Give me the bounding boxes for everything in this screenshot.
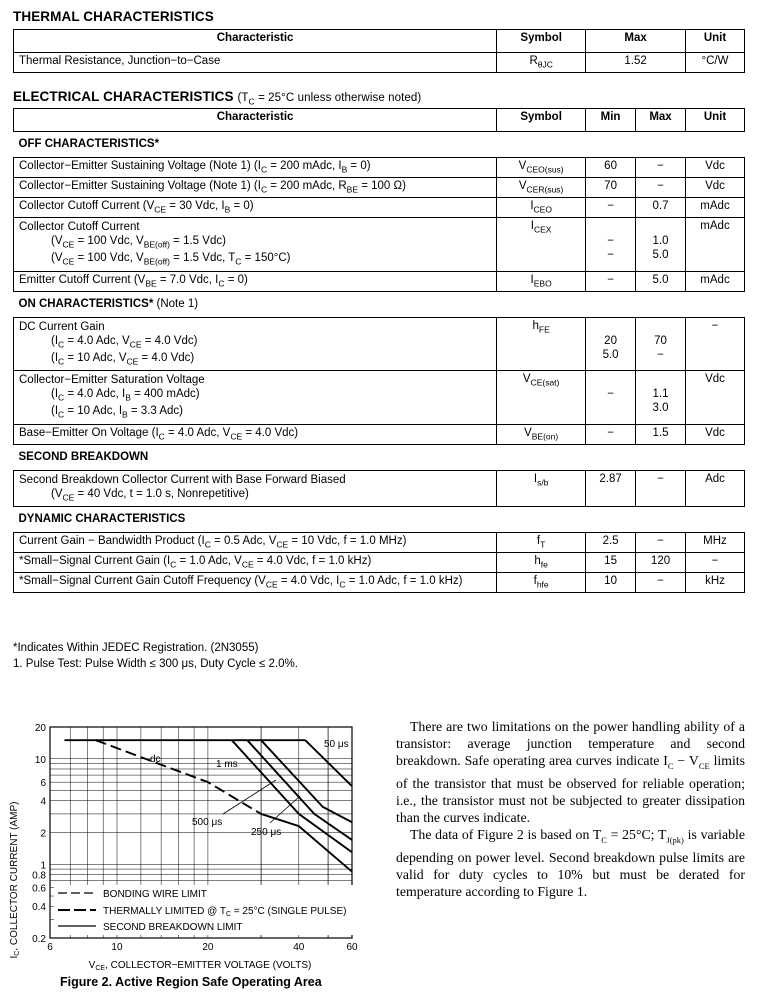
footnote-jedec: *Indicates Within JEDEC Registration. (2N3055) [13, 642, 259, 654]
series-500-s [232, 740, 352, 852]
symbol-cell: $I_{CEO}$ [497, 198, 586, 218]
legend-second-breakdown: SECOND BREAKDOWN LIMIT [103, 922, 243, 933]
table-row [14, 470, 745, 506]
legend-bonding-wire: BONDING WIRE LIMIT [103, 889, 207, 900]
unit-cell: − [686, 553, 745, 573]
x-tick-label: 40 [293, 942, 305, 953]
symbol-cell: $R_{\theta JC}$ [497, 53, 586, 73]
table-row [14, 158, 745, 178]
unit-cell: MHz [686, 533, 745, 553]
col-max: Max [636, 109, 686, 132]
symbol-cell: $h_{fe}$ [497, 553, 586, 573]
unit-cell: mAdc [686, 218, 745, 272]
table-row [14, 271, 745, 291]
characteristic-cell: Thermal Resistance, Junction−to−Case [14, 53, 497, 73]
col-unit: Unit [686, 109, 745, 132]
table-row [14, 553, 745, 573]
min-cell: − − [586, 218, 636, 272]
table-row [14, 533, 745, 553]
x-axis-label: $V_{CE}$, COLLECTOR−EMITTER VOLTAGE (VOLTS) [88, 960, 312, 972]
characteristic-cell: Emitter Cutoff Current ($V_{BE} = 7.0$ Vdc, $I_C = 0$) [14, 271, 497, 291]
y-tick-label: 4 [40, 796, 46, 808]
max-cell: − [636, 178, 686, 198]
table-row [14, 198, 745, 218]
y-tick-label: 20 [34, 723, 46, 734]
col-min: Min [586, 109, 636, 132]
thermal-table [13, 29, 745, 73]
table-row [14, 53, 745, 73]
y-tick-label: 10 [34, 754, 46, 766]
unit-cell: Vdc [686, 178, 745, 198]
characteristic-cell: Collector Cutoff Current ($V_{CE} = 30$ Vdc, $I_B = 0$) [14, 198, 497, 218]
min-cell: 10 [586, 573, 636, 593]
figure-caption: Figure 2. Active Region Safe Operating Area [60, 975, 322, 989]
y-tick-label: 2 [40, 828, 46, 840]
footnote-note1: 1. Pulse Test: Pulse Width ≤ 300 μs, Duty Cycle ≤ 2.0%. [13, 658, 298, 670]
symbol-cell: $V_{CEO(sus)}$ [497, 158, 586, 178]
min-cell: 70 [586, 178, 636, 198]
electrical-title: ELECTRICAL CHARACTERISTICS ($T_C = 25^\circ C$ unless otherwise noted) [13, 89, 422, 107]
unit-cell: kHz [686, 573, 745, 593]
off-characteristics-heading: OFF CHARACTERISTICS* [14, 132, 745, 158]
y-tick-label: 0.8 [32, 870, 46, 882]
footnotes [13, 640, 298, 672]
min-cell: 60 [586, 158, 636, 178]
curve-label-250us: 250 μs [251, 827, 282, 838]
min-cell: 20 5.0 [586, 317, 636, 371]
paragraph-1: There are two limitations on the power handling ability of a transistor: average junction temperature and second breakdown. Safe operating area curves indicate $I_C - V_{CE}$ limits of the transistor that must be observed for reliable operation; i.e., the transistor must not be subjected to greater dissipation than the curves indicate. [396, 719, 745, 825]
symbol-cell: $h_{FE}$ [497, 317, 586, 371]
characteristic-cell: Collector−Emitter Saturation Voltage ($I_C = 4.0$ Adc, $I_B = 400$ mAdc) ($I_C = 10$ Adc, $I_B = 3.3$ Adc) [14, 371, 497, 425]
y-tick-label: 6 [40, 778, 46, 790]
x-tick-label: 6 [47, 942, 53, 953]
curve-label-dc: dc [150, 754, 161, 765]
min-cell: − [586, 424, 636, 444]
min-cell: − [586, 271, 636, 291]
max-cell: − [636, 470, 686, 506]
characteristic-cell: *Small−Signal Current Gain Cutoff Frequency ($V_{CE} = 4.0$ Vdc, $I_C = 1.0$ Adc, f = 1.0 kHz) [14, 573, 497, 593]
unit-cell: Vdc [686, 371, 745, 425]
on-characteristics-heading: ON CHARACTERISTICS* (Note 1) [14, 291, 745, 317]
table-row [14, 317, 745, 371]
unit-cell: Adc [686, 470, 745, 506]
characteristic-cell: DC Current Gain ($I_C = 4.0$ Adc, $V_{CE} = 4.0$ Vdc) ($I_C = 10$ Adc, $V_{CE} = 4.0$ Vdc) [14, 317, 497, 371]
min-cell: − [586, 371, 636, 425]
characteristic-cell: Second Breakdown Collector Current with Base Forward Biased ($V_{CE} = 40$ Vdc, t = 1.0 s, Nonrepetitive) [14, 470, 497, 506]
max-cell: 5.0 [636, 271, 686, 291]
curve-label-50us: 50 μs [324, 739, 349, 750]
series-250-s [247, 740, 352, 840]
unit-cell: Vdc [686, 424, 745, 444]
min-cell: 15 [586, 553, 636, 573]
unit-cell: mAdc [686, 271, 745, 291]
paragraph-2: The data of Figure 2 is based on $T_C = 25^\circ C$; $T_{J(pk)}$ is variable depending on power level. Second breakdown pulse limits are valid for duty cycles to 10% but must be derated for temperature according to Figure 1. [396, 826, 745, 899]
max-cell: − [636, 158, 686, 178]
min-cell: 2.87 [586, 470, 636, 506]
symbol-cell: $V_{BE(on)}$ [497, 424, 586, 444]
col-symbol: Symbol [497, 30, 586, 53]
max-cell: − [636, 533, 686, 553]
characteristic-cell: Collector−Emitter Sustaining Voltage (Note 1) ($I_C = 200$ mAdc, $R_{BE} = 100$ Ω) [14, 178, 497, 198]
col-characteristic: Characteristic [14, 30, 497, 53]
unit-cell: − [686, 317, 745, 371]
table-row [14, 178, 745, 198]
electrical-note: ($T_C = 25^\circ C$ unless otherwise noted) [237, 92, 422, 107]
max-cell: 1.5 [636, 424, 686, 444]
y-axis-label: $I_C$, COLLECTOR CURRENT (AMP) [9, 801, 21, 959]
symbol-cell: $V_{CE(sat)}$ [497, 371, 586, 425]
symbol-cell: $I_{s/b}$ [497, 470, 586, 506]
symbol-cell: $I_{EBO}$ [497, 271, 586, 291]
col-characteristic: Characteristic [14, 109, 497, 132]
symbol-cell: $I_{CEX}$ [497, 218, 586, 272]
curve-label-500us: 500 μs [192, 817, 223, 828]
legend-thermal: THERMALLY LIMITED @ $T_C = 25^\circ C$ (SINGLE PULSE) [103, 906, 347, 918]
x-tick-label: 60 [346, 942, 358, 953]
max-cell: 1.1 3.0 [636, 371, 686, 425]
y-tick-label: 0.6 [32, 883, 46, 895]
symbol-cell: $f_{hfe}$ [497, 573, 586, 593]
curve-label-1ms: 1 ms [216, 759, 238, 770]
characteristic-cell: Collector−Emitter Sustaining Voltage (Note 1) ($I_C = 200$ mAdc, $I_B = 0$) [14, 158, 497, 178]
y-tick-label: 1 [40, 860, 46, 872]
electrical-table [13, 108, 745, 593]
body-text [396, 718, 745, 900]
unit-cell: °C/W [686, 53, 745, 73]
table-row [14, 218, 745, 272]
series-dc-thermal [96, 740, 261, 814]
max-cell: 0.7 [636, 198, 686, 218]
table-row [14, 371, 745, 425]
characteristic-cell: *Small−Signal Current Gain ($I_C = 1.0$ Adc, $V_{CE} = 4.0$ Vdc, f = 1.0 kHz) [14, 553, 497, 573]
col-symbol: Symbol [497, 109, 586, 132]
unit-cell: mAdc [686, 198, 745, 218]
min-cell: − [586, 198, 636, 218]
max-cell: 1.0 5.0 [636, 218, 686, 272]
characteristic-cell: Collector Cutoff Current ($V_{CE} = 100$ Vdc, $V_{BE(off)} = 1.5$ Vdc) ($V_{CE} = 100$ Vdc, $V_{BE(off)} = 1.5$ Vdc, $T_C = 150^\circ C$) [14, 218, 497, 272]
max-cell: 70 − [636, 317, 686, 371]
thermal-title: THERMAL CHARACTERISTICS [13, 9, 214, 24]
dynamic-characteristics-heading: DYNAMIC CHARACTERISTICS [14, 507, 745, 533]
x-tick-label: 10 [111, 942, 123, 953]
symbol-cell: $V_{CER(sus)}$ [497, 178, 586, 198]
x-tick-label: 20 [202, 942, 214, 953]
min-cell: 2.5 [586, 533, 636, 553]
max-cell: 1.52 [586, 53, 686, 73]
table-row [14, 573, 745, 593]
symbol-cell: $f_T$ [497, 533, 586, 553]
y-tick-label: 0.4 [32, 902, 46, 914]
max-cell: 120 [636, 553, 686, 573]
second-breakdown-heading: SECOND BREAKDOWN [14, 444, 745, 470]
table-row [14, 424, 745, 444]
col-unit: Unit [686, 30, 745, 53]
max-cell: − [636, 573, 686, 593]
unit-cell: Vdc [686, 158, 745, 178]
col-max: Max [586, 30, 686, 53]
y-tick-label: 0.2 [32, 934, 46, 945]
characteristic-cell: Base−Emitter On Voltage ($I_C = 4.0$ Adc, $V_{CE} = 4.0$ Vdc) [14, 424, 497, 444]
safe-operating-area-chart [0, 700, 385, 980]
characteristic-cell: Current Gain − Bandwidth Product ($I_C = 0.5$ Adc, $V_{CE} = 10$ Vdc, f = 1.0 MHz) [14, 533, 497, 553]
